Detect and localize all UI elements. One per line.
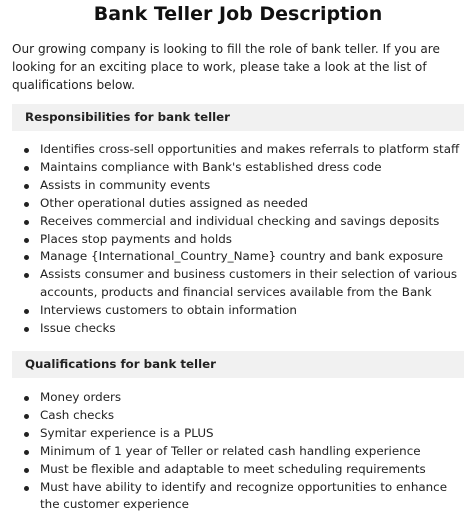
list-item-text: Identifies cross-sell opportunities and makes referrals to platform staff <box>40 142 460 156</box>
bullet-icon <box>24 396 29 401</box>
list-item-text: Minimum of 1 year of Teller or related cash handling experience <box>40 443 421 458</box>
list-item-text: Places stop payments and holds <box>40 231 232 246</box>
bullet-icon <box>24 432 29 437</box>
list-item-text: Issue checks <box>40 321 116 336</box>
bullet-icon <box>24 238 29 243</box>
bullet-icon <box>24 148 29 153</box>
qualifications-heading: Qualifications for bank teller <box>12 351 464 378</box>
bullet-icon <box>24 220 29 225</box>
list-item <box>40 389 464 407</box>
list-item-text: Must be flexible and adaptable to meet scheduling requirements <box>40 461 426 476</box>
bullet-icon <box>24 327 29 332</box>
list-item-text: Other operational duties assigned as needed <box>40 195 308 210</box>
bullet-icon <box>24 202 29 207</box>
bullet-icon <box>24 309 29 314</box>
bullet-icon <box>24 184 29 189</box>
list-item-text: Must have ability to identify and recognize opportunities to enhance the customer experience <box>40 479 448 512</box>
list-item <box>40 443 464 461</box>
bullet-icon <box>24 486 29 491</box>
list-item-text: Assists in community events <box>40 177 211 192</box>
list-item <box>40 248 464 266</box>
list-item-text: Symitar experience is a PLUS <box>40 425 214 440</box>
list-item-text: Receives commercial and individual checking and savings deposits <box>40 213 440 228</box>
intro-paragraph: Our growing company is looking to fill the role of bank teller. If you are looking for an exciting place to work, please take a look at the list of qualifications below. <box>12 42 440 92</box>
bullet-icon <box>24 450 29 455</box>
bullet-icon <box>24 468 29 473</box>
list-item-text: Assists consumer and business customers in their selection of various accounts, products and financial services available from the Bank <box>40 267 458 300</box>
list-item <box>40 461 464 479</box>
responsibilities-list <box>12 141 464 338</box>
list-item <box>40 159 464 177</box>
page-title: Bank Teller Job Description <box>93 3 383 25</box>
list-item <box>40 425 464 443</box>
list-item-text: Interviews customers to obtain information <box>40 303 297 318</box>
list-item <box>40 141 464 159</box>
responsibilities-heading: Responsibilities for bank teller <box>12 104 464 131</box>
list-item <box>40 213 464 231</box>
bullet-icon <box>24 255 29 260</box>
bullet-icon <box>24 166 29 171</box>
list-item <box>40 320 464 338</box>
list-item <box>40 266 464 302</box>
list-item <box>40 479 464 515</box>
list-item <box>40 231 464 249</box>
list-item-text: Money orders <box>40 389 122 404</box>
list-item <box>40 195 464 213</box>
list-item <box>40 302 464 320</box>
list-item-text: Cash checks <box>40 407 115 422</box>
bullet-icon <box>24 414 29 419</box>
list-item <box>40 407 464 425</box>
list-item <box>40 177 464 195</box>
bullet-icon <box>24 273 29 278</box>
list-item-text: Maintains compliance with Bank's established dress code <box>40 159 382 174</box>
qualifications-list <box>12 389 464 514</box>
list-item-text: Manage {International_Country_Name} country and bank exposure <box>40 249 444 264</box>
